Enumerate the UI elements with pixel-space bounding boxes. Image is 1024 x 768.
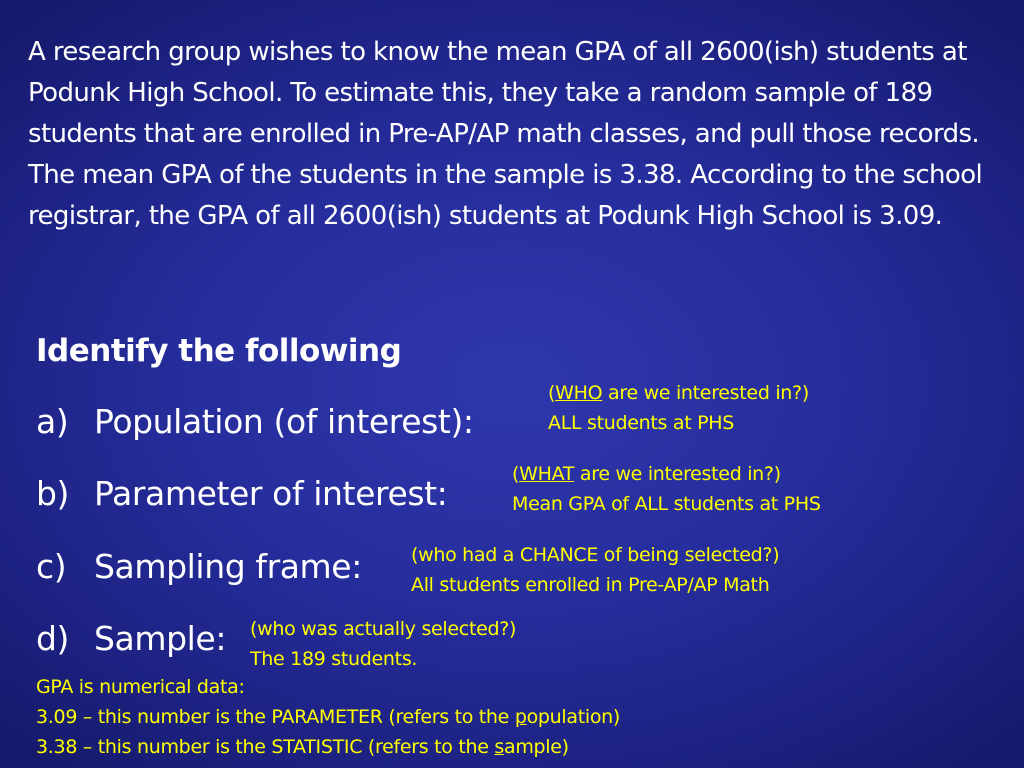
population-note bbox=[548, 378, 809, 438]
population-answer: ALL students at PHS bbox=[548, 412, 735, 434]
item-label: Sampling frame: bbox=[94, 547, 362, 586]
frame-note bbox=[411, 540, 779, 600]
sample-answer: The 189 students. bbox=[250, 648, 418, 670]
item-marker: a) bbox=[36, 402, 69, 441]
item-population bbox=[36, 402, 474, 441]
summary-line-3: 3.38 – this number is the STATISTIC (refers to the sample) bbox=[36, 736, 569, 758]
parameter-note bbox=[512, 459, 821, 519]
parameter-answer: Mean GPA of ALL students at PHS bbox=[512, 493, 821, 515]
item-marker: c) bbox=[36, 547, 67, 586]
parameter-question: (WHAT are we interested in?) bbox=[512, 463, 781, 485]
item-parameter bbox=[36, 474, 447, 513]
item-label: Population (of interest): bbox=[94, 402, 474, 441]
problem-statement: A research group wishes to know the mean GPA of all 2600(ish) students at Podunk High School. To estimate this, they take a random sample of 189 students that are enrolled in Pre-AP/AP math classes, and pull those records. The mean GPA of the students in the sample is 3.38. According to the school registrar, the GPA of all 2600(ish) students at Podunk High School is 3.09. bbox=[28, 37, 983, 231]
section-heading: Identify the following bbox=[36, 333, 402, 369]
item-sampling-frame bbox=[36, 547, 362, 586]
population-question: (WHO are we interested in?) bbox=[548, 382, 809, 404]
item-label: Sample: bbox=[94, 619, 227, 658]
frame-question: (who had a CHANCE of being selected?) bbox=[411, 544, 780, 566]
summary-block bbox=[36, 672, 620, 762]
summary-line-2: 3.09 – this number is the PARAMETER (refers to the population) bbox=[36, 706, 621, 728]
sample-question: (who was actually selected?) bbox=[250, 618, 517, 640]
summary-line-1: GPA is numerical data: bbox=[36, 676, 245, 698]
item-sample bbox=[36, 619, 226, 658]
sample-note bbox=[250, 614, 516, 674]
frame-answer: All students enrolled in Pre-AP/AP Math bbox=[411, 574, 770, 596]
item-marker: d) bbox=[36, 619, 70, 658]
item-marker: b) bbox=[36, 474, 70, 513]
item-label: Parameter of interest: bbox=[94, 474, 448, 513]
